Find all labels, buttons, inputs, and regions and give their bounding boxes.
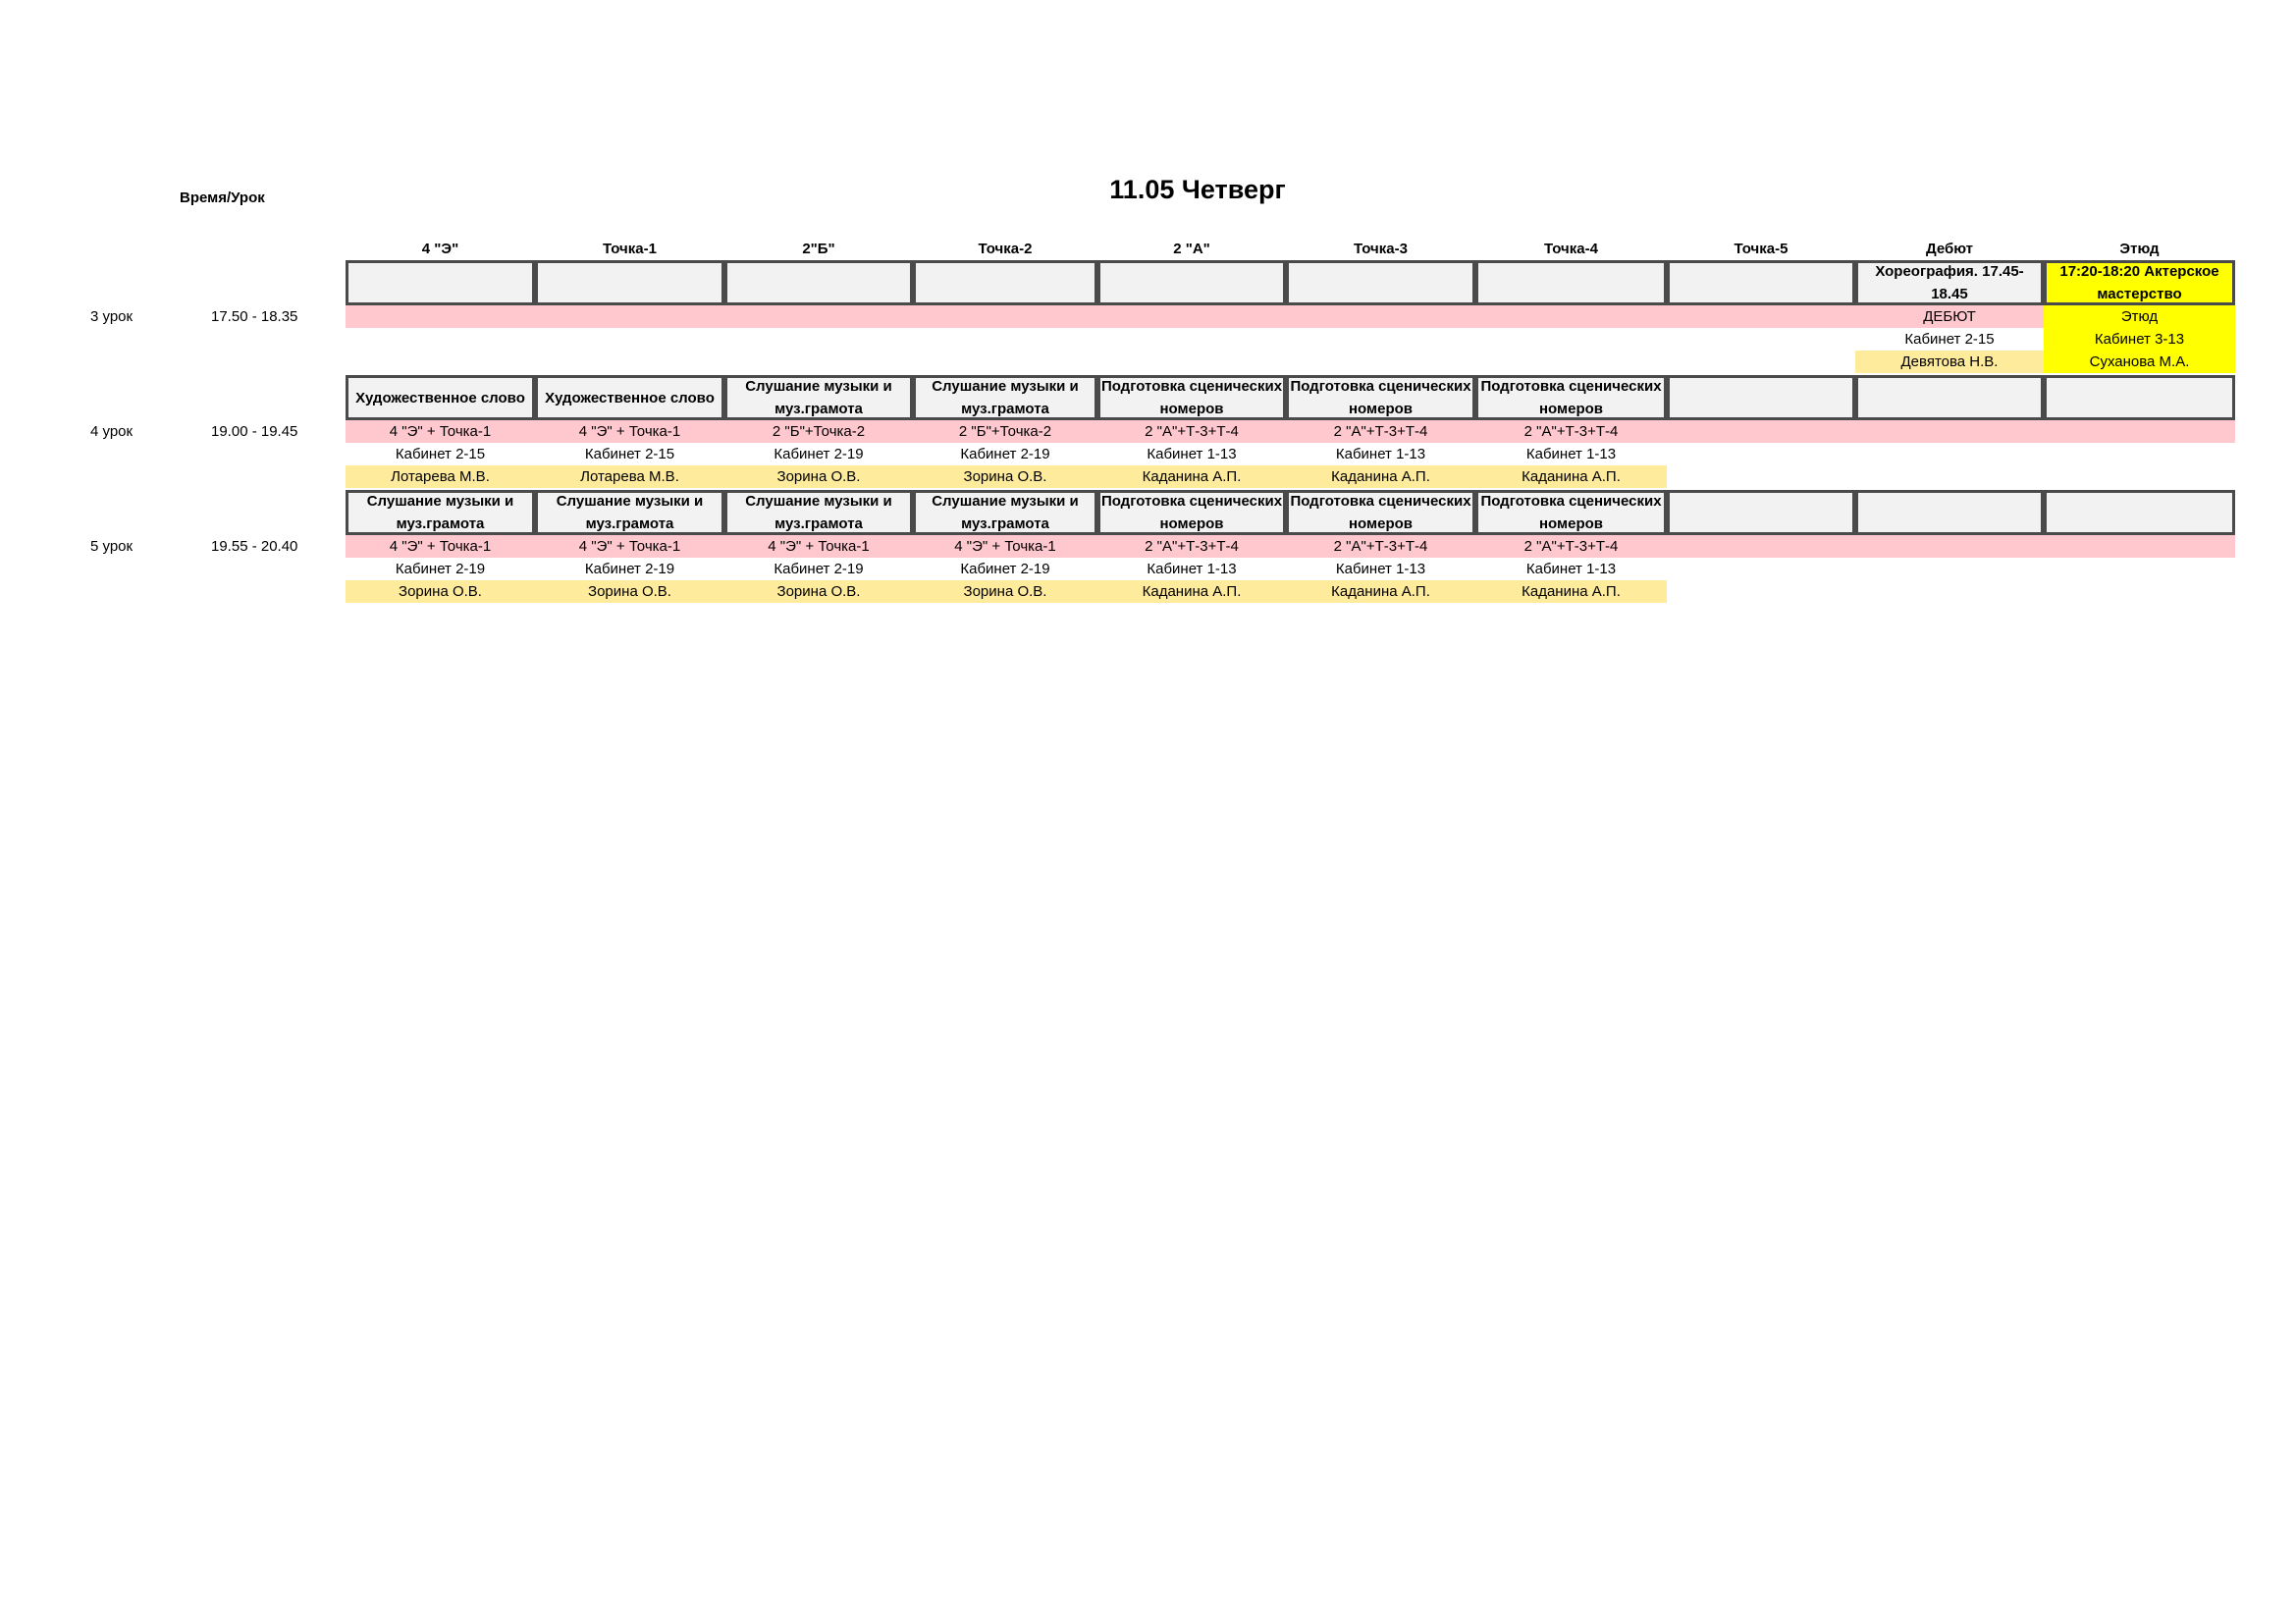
subject-cell[interactable]: Художественное слово bbox=[535, 375, 724, 420]
group-line: 4 "Э" + Точка-1 bbox=[954, 538, 1056, 555]
group-line: 2 "Б"+Точка-2 bbox=[958, 423, 1052, 440]
group-line: 4 "Э" + Точка-1 bbox=[768, 538, 870, 555]
group-line: 2 "А"+Т-3+Т-4 bbox=[1333, 538, 1428, 555]
subject-cell[interactable] bbox=[1667, 490, 1855, 535]
group-line: 4 "Э" + Точка-1 bbox=[389, 538, 492, 555]
subject-cell[interactable] bbox=[2044, 375, 2235, 420]
room-line: Кабинет 2-15 bbox=[1904, 331, 1995, 348]
teacher-line: Девятова Н.В. bbox=[1855, 351, 2044, 373]
subject-cell[interactable]: Подготовка сценических номеров bbox=[1097, 375, 1286, 420]
page-title: 11.05 Четверг bbox=[1109, 175, 1286, 204]
subject-cell[interactable]: Слушание музыки и муз.грамота bbox=[913, 375, 1097, 420]
subject-cell[interactable] bbox=[1097, 260, 1286, 305]
teacher-line: Лотарева М.В. bbox=[580, 468, 679, 485]
teacher-line: Суханова М.А. bbox=[2044, 351, 2235, 373]
room-line: Кабинет 1-13 bbox=[1147, 561, 1237, 577]
room-line: Кабинет 2-19 bbox=[395, 561, 486, 577]
subject-cell[interactable]: Слушание музыки и муз.грамота bbox=[724, 375, 913, 420]
teacher-line: Лотарева М.В. bbox=[391, 468, 490, 485]
teacher-line: Каданина А.П. bbox=[1142, 468, 1242, 485]
room-line: Кабинет 2-19 bbox=[960, 446, 1050, 462]
subject-cell[interactable]: 17:20-18:20 Актерское мастерство bbox=[2044, 260, 2235, 305]
lesson-time: 17.50 - 18.35 bbox=[211, 308, 298, 325]
group-line: Этюд bbox=[2044, 305, 2235, 328]
teacher-line: Зорина О.В. bbox=[399, 583, 482, 600]
room-line: Кабинет 2-19 bbox=[960, 561, 1050, 577]
group-strip bbox=[346, 305, 1855, 328]
subject-cell[interactable]: Подготовка сценических номеров bbox=[1286, 375, 1475, 420]
teacher-line: Каданина А.П. bbox=[1522, 583, 1621, 600]
subject-cell[interactable] bbox=[1475, 260, 1667, 305]
subject-cell[interactable]: Слушание музыки и муз.грамота bbox=[913, 490, 1097, 535]
column-header: Этюд bbox=[2119, 241, 2160, 257]
subject-cell[interactable]: Хореография. 17.45-18.45 bbox=[1855, 260, 2044, 305]
column-header: Точка-4 bbox=[1544, 241, 1598, 257]
room-line: Кабинет 1-13 bbox=[1525, 561, 1617, 577]
subject-cell[interactable]: Художественное слово bbox=[346, 375, 535, 420]
teacher-line: Каданина А.П. bbox=[1331, 468, 1430, 485]
time-lesson-header: Время/Урок bbox=[180, 189, 265, 206]
subject-cell[interactable]: Подготовка сценических номеров bbox=[1097, 490, 1286, 535]
room-line: Кабинет 3-13 bbox=[2044, 328, 2235, 351]
subject-cell[interactable] bbox=[1667, 260, 1855, 305]
subject-cell[interactable]: Слушание музыки и муз.грамота bbox=[346, 490, 535, 535]
room-line: Кабинет 1-13 bbox=[1335, 446, 1426, 462]
subject-cell[interactable]: Подготовка сценических номеров bbox=[1286, 490, 1475, 535]
subject-cell[interactable] bbox=[346, 260, 535, 305]
subject-cell[interactable] bbox=[535, 260, 724, 305]
subject-cell[interactable] bbox=[913, 260, 1097, 305]
teacher-line: Зорина О.В. bbox=[776, 583, 861, 600]
group-line: 2 "А"+Т-3+Т-4 bbox=[1523, 538, 1619, 555]
teacher-line: Каданина А.П. bbox=[1522, 468, 1621, 485]
column-header: Точка-5 bbox=[1734, 241, 1789, 257]
subject-cell[interactable]: Слушание музыки и муз.грамота bbox=[724, 490, 913, 535]
room-line: Кабинет 2-19 bbox=[584, 561, 675, 577]
column-header: Точка-2 bbox=[978, 241, 1033, 257]
teacher-line: Зорина О.В. bbox=[776, 468, 861, 485]
room-line: Кабинет 1-13 bbox=[1147, 446, 1237, 462]
column-header: 2 "А" bbox=[1173, 241, 1210, 257]
group-line: 2 "А"+Т-3+Т-4 bbox=[1523, 423, 1619, 440]
column-header: Точка-3 bbox=[1354, 241, 1408, 257]
teacher-line: Каданина А.П. bbox=[1142, 583, 1242, 600]
lesson-label: 3 урок bbox=[90, 308, 133, 325]
group-line: 2 "А"+Т-3+Т-4 bbox=[1145, 538, 1239, 555]
lesson-time: 19.55 - 20.40 bbox=[211, 538, 298, 555]
subject-cell[interactable]: Подготовка сценических номеров bbox=[1475, 375, 1667, 420]
subject-cell[interactable] bbox=[1667, 375, 1855, 420]
room-line: Кабинет 1-13 bbox=[1525, 446, 1617, 462]
column-header: 2"Б" bbox=[802, 241, 835, 257]
lesson-label: 5 урок bbox=[90, 538, 133, 555]
group-line: 2 "Б"+Точка-2 bbox=[772, 423, 866, 440]
column-header: Дебют bbox=[1925, 241, 1974, 257]
subject-cell[interactable] bbox=[1855, 375, 2044, 420]
lesson-label: 4 урок bbox=[90, 423, 133, 440]
room-line: Кабинет 2-19 bbox=[774, 446, 864, 462]
teacher-line: Каданина А.П. bbox=[1331, 583, 1430, 600]
group-line: 2 "А"+Т-3+Т-4 bbox=[1145, 423, 1239, 440]
group-line: 4 "Э" + Точка-1 bbox=[578, 423, 681, 440]
room-line: Кабинет 2-19 bbox=[774, 561, 864, 577]
room-line: Кабинет 1-13 bbox=[1335, 561, 1426, 577]
teacher-line: Зорина О.В. bbox=[963, 583, 1047, 600]
subject-cell[interactable] bbox=[1286, 260, 1475, 305]
subject-cell[interactable] bbox=[1855, 490, 2044, 535]
lesson-time: 19.00 - 19.45 bbox=[211, 423, 298, 440]
room-line: Кабинет 2-15 bbox=[584, 446, 675, 462]
subject-cell[interactable] bbox=[724, 260, 913, 305]
group-line: 4 "Э" + Точка-1 bbox=[389, 423, 492, 440]
group-line: 2 "А"+Т-3+Т-4 bbox=[1333, 423, 1428, 440]
column-header: Точка-1 bbox=[603, 241, 657, 257]
teacher-line: Зорина О.В. bbox=[963, 468, 1047, 485]
group-line: ДЕБЮТ bbox=[1855, 305, 2044, 328]
subject-cell[interactable] bbox=[2044, 490, 2235, 535]
subject-cell[interactable]: Подготовка сценических номеров bbox=[1475, 490, 1667, 535]
column-header: 4 "Э" bbox=[421, 241, 459, 257]
group-line: 4 "Э" + Точка-1 bbox=[578, 538, 681, 555]
subject-cell[interactable]: Слушание музыки и муз.грамота bbox=[535, 490, 724, 535]
room-line: Кабинет 2-15 bbox=[395, 446, 486, 462]
teacher-line: Зорина О.В. bbox=[588, 583, 671, 600]
